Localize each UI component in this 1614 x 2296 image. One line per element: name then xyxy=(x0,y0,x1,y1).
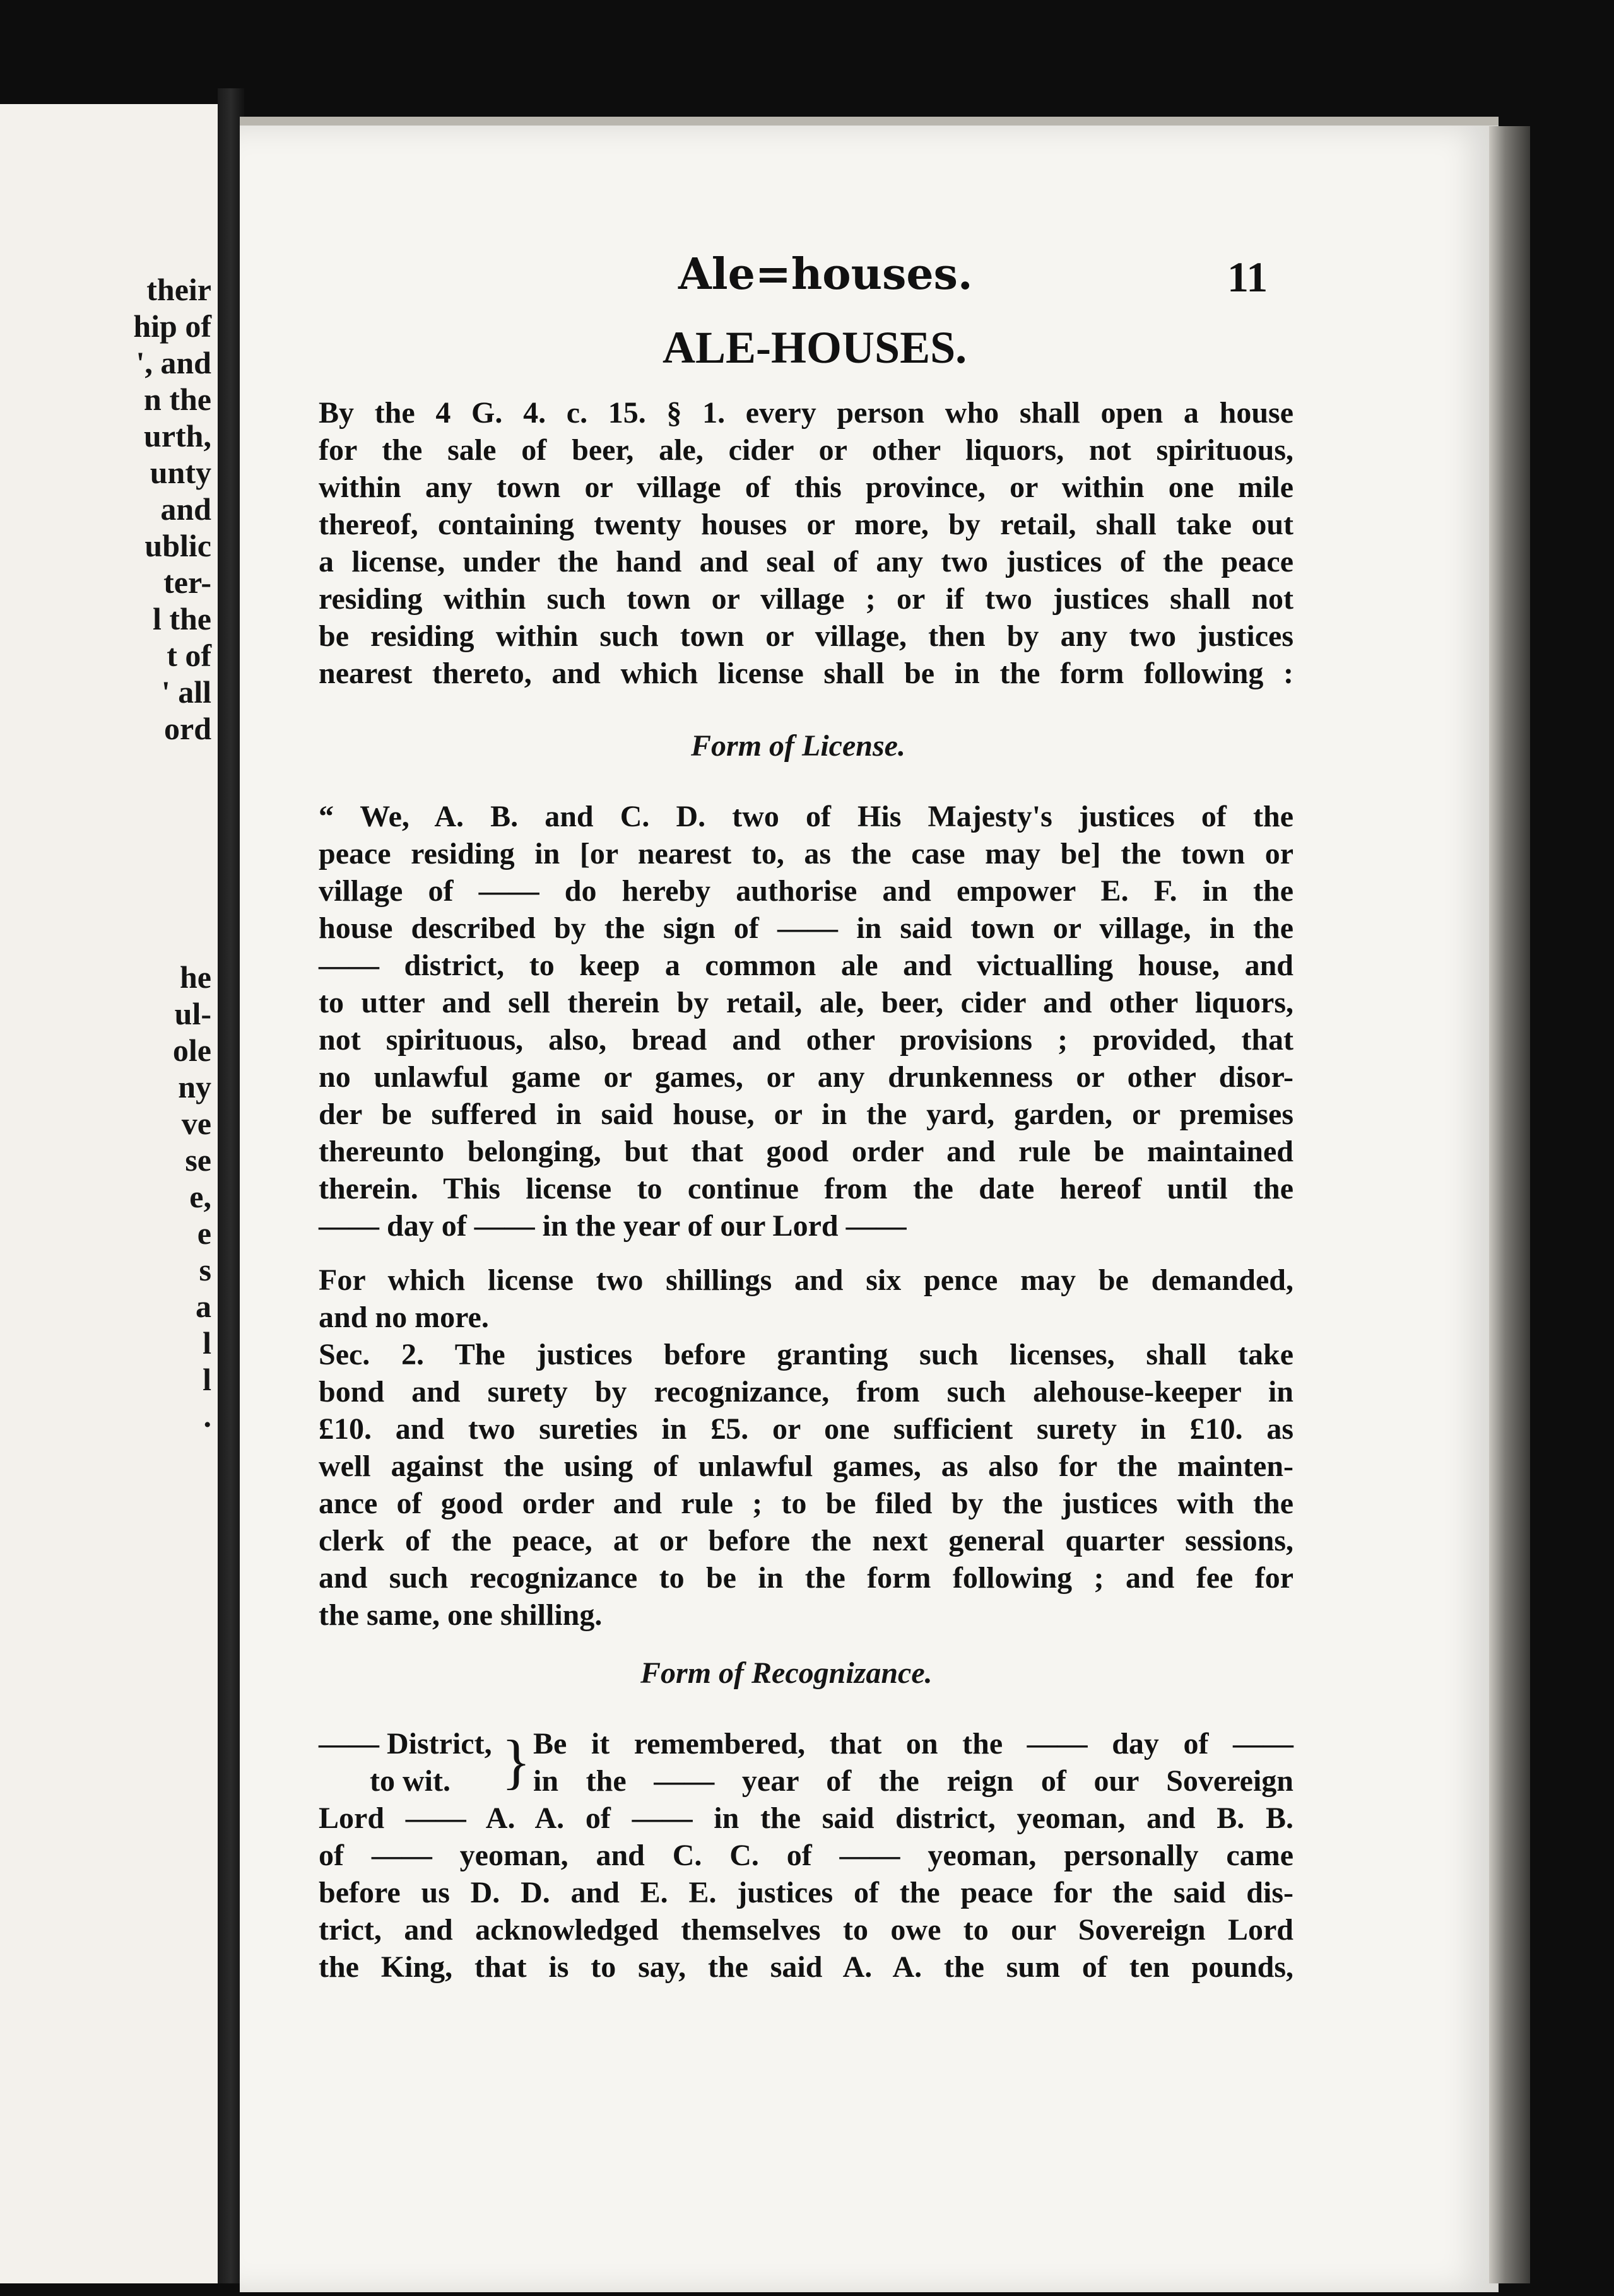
text-line: in the —— year of the reign of our Sovereign xyxy=(533,1764,1293,1798)
recognizance-district xyxy=(319,1725,502,1800)
text-line: thereof, containing twenty houses or more, by retail, shall take out xyxy=(319,508,1293,541)
text-line: well against the using of unlawful games, as also for the mainten- xyxy=(319,1450,1293,1483)
text-line: be residing within such town or village, then by any two justices xyxy=(319,619,1293,653)
left-page-fragment: l xyxy=(203,1362,211,1397)
text-line: residing within such town or village ; or if two justices shall not xyxy=(319,582,1293,616)
text-line: —— District, xyxy=(319,1727,492,1760)
left-page-fragment: ' all xyxy=(161,674,211,710)
left-page-fragment: urth, xyxy=(144,418,211,454)
left-facing-page xyxy=(0,104,218,2283)
text-line: For which license two shillings and six pence may be demanded, xyxy=(319,1263,1293,1297)
left-page-fragment: ny xyxy=(178,1069,211,1104)
left-page-fragment: ord xyxy=(164,711,211,746)
text-line: Sec. 2. The justices before granting such licenses, shall take xyxy=(319,1338,1293,1371)
left-page-fragment: ', and xyxy=(136,345,211,380)
left-page-fragment: ole xyxy=(172,1033,211,1068)
license-text xyxy=(319,798,1293,1245)
text-line: for the sale of beer, ale, cider or other liquors, not spirituous, xyxy=(319,433,1293,467)
left-page-fragment: ublic xyxy=(144,528,211,563)
form-of-recognizance-heading: Form of Recognizance. xyxy=(640,1656,933,1690)
form-of-license-heading: Form of License. xyxy=(691,729,905,763)
section-title: ALE-HOUSES. xyxy=(663,322,967,373)
left-page-fragment: e xyxy=(197,1215,211,1251)
text-line: nearest thereto, and which license shall be in the form following : xyxy=(319,657,1293,690)
text-line: a license, under the hand and seal of any two justices of the peace xyxy=(319,545,1293,578)
text-line: £10. and two sureties in £5. or one sufficient surety in £10. as xyxy=(319,1412,1293,1446)
text-line: Lord —— A. A. of —— in the said district, yeoman, and B. B. xyxy=(319,1801,1293,1835)
recognizance-text xyxy=(319,1800,1293,1986)
text-line: —— district, to keep a common ale and victualling house, and xyxy=(319,949,1293,982)
text-line: By the 4 G. 4. c. 15. § 1. every person who shall open a house xyxy=(319,396,1293,430)
text-line: and no more. xyxy=(319,1301,489,1334)
text-line: ance of good order and rule ; to be filed by the justices with the xyxy=(319,1487,1293,1520)
left-page-fragment: he xyxy=(180,959,211,995)
page-edge xyxy=(1489,126,1530,2283)
left-page-fragment: ter- xyxy=(163,565,211,600)
text-line: village of —— do hereby authorise and empower E. F. in the xyxy=(319,874,1293,908)
left-page-fragment: l xyxy=(203,1325,211,1361)
text-line: within any town or village of this province, or within one mile xyxy=(319,471,1293,504)
left-page-fragment: n the xyxy=(144,382,211,417)
left-page-fragment: e, xyxy=(189,1179,211,1214)
brace-glyph: } xyxy=(502,1728,531,1795)
text-line: Be it remembered, that on the —— day of —— xyxy=(533,1727,1293,1760)
left-page-fragment: l the xyxy=(152,601,211,636)
left-page-fragment: ul- xyxy=(174,996,211,1031)
left-page-fragment: a xyxy=(196,1289,211,1324)
text-line: peace residing in [or nearest to, as the case may be] the town or xyxy=(319,837,1293,870)
left-page-fragment: unty xyxy=(150,455,211,490)
text-line: to wit. xyxy=(370,1764,451,1798)
paragraph-intro xyxy=(319,394,1293,692)
text-line: der be suffered in said house, or in the yard, garden, or premises xyxy=(319,1098,1293,1131)
left-page-fragment: s xyxy=(199,1252,211,1287)
text-line: the King, that is to say, the said A. A. the sum of ten pounds, xyxy=(319,1950,1293,1984)
page-number: 11 xyxy=(1227,253,1268,301)
text-line: trict, and acknowledged themselves to owe to our Sovereign Lord xyxy=(319,1913,1293,1947)
text-line: no unlawful game or games, or any drunkenness or other disor- xyxy=(319,1060,1293,1094)
text-line: before us D. D. and E. E. justices of the peace for the said dis- xyxy=(319,1876,1293,1909)
text-line: therein. This license to continue from the date hereof until the xyxy=(319,1172,1293,1205)
text-line: clerk of the peace, at or before the next general quarter sessions, xyxy=(319,1524,1293,1557)
text-line: “ We, A. B. and C. D. two of His Majesty's justices of the xyxy=(319,800,1293,833)
text-line: house described by the sign of —— in said town or village, in the xyxy=(319,911,1293,945)
recognizance-opening xyxy=(533,1725,1293,1800)
running-head: Ale=houses. xyxy=(678,249,973,300)
text-line: and such recognizance to be in the form following ; and fee for xyxy=(319,1561,1293,1595)
text-line: —— day of —— in the year of our Lord —— xyxy=(319,1209,907,1243)
left-page-fragment: hip of xyxy=(133,308,211,344)
left-page-fragment: t of xyxy=(167,638,211,673)
section-2-text xyxy=(319,1336,1293,1634)
left-page-fragment: se xyxy=(185,1142,211,1178)
text-line: thereunto belonging, but that good order and rule be maintained xyxy=(319,1135,1293,1168)
text-line: of —— yeoman, and C. C. of —— yeoman, personally came xyxy=(319,1839,1293,1872)
left-page-fragment: and xyxy=(160,491,211,527)
text-line: bond and surety by recognizance, from such alehouse-keeper in xyxy=(319,1375,1293,1409)
left-page-fragment: . xyxy=(203,1398,211,1434)
fee-text xyxy=(319,1262,1293,1336)
text-line: not spirituous, also, bread and other provisions ; provided, that xyxy=(319,1023,1293,1057)
left-page-fragment: their xyxy=(146,272,211,307)
text-line: to utter and sell therein by retail, ale, beer, cider and other liquors, xyxy=(319,986,1293,1019)
text-line: the same, one shilling. xyxy=(319,1598,603,1632)
left-page-fragment: ve xyxy=(181,1106,211,1141)
